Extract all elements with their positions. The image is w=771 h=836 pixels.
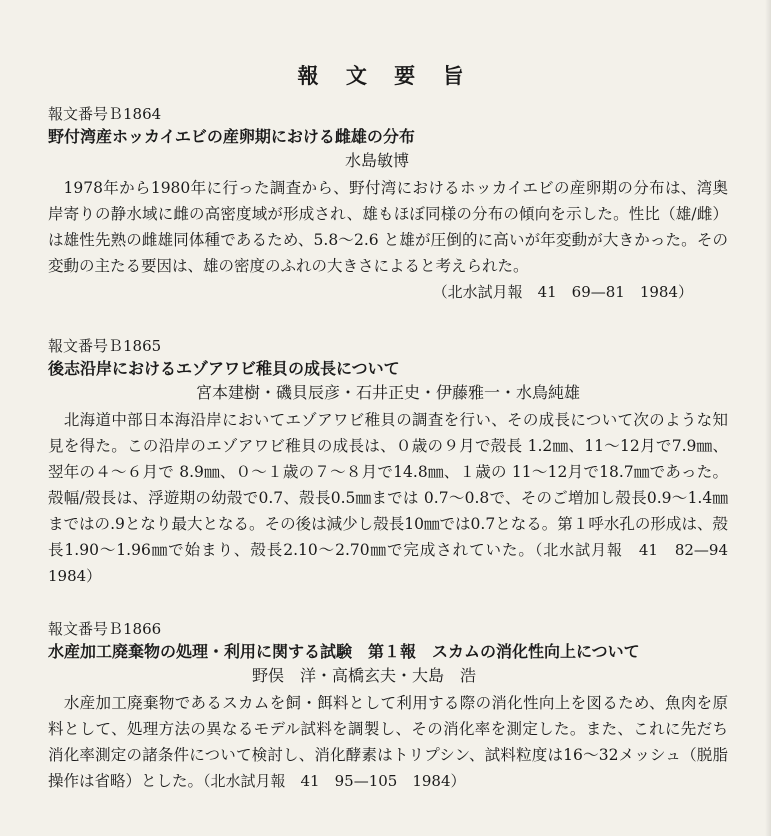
report-number: 報文番号Ｂ1866 [48, 620, 162, 638]
abstract-citation: （北水試月報 41 95—105 1984） [203, 772, 466, 790]
abstract-title: 後志沿岸におけるエゾアワビ稚貝の成長について [48, 359, 400, 378]
abstract-title: 野付湾産ホッカイエビの産卵期における雌雄の分布 [48, 127, 415, 146]
abstract-body-text: 北海道中部日本海沿岸においてエゾアワビ稚貝の調査を行い、その成長について次のような知見を得た。この沿岸のエゾアワビ稚貝の成長は、０歳の９月で殻長 1.2㎜、11〜12月で7.9㎜、翌年の４〜６月で 8.9㎜、０〜１歳の７〜８月で14.8㎜、１歳の 11〜12月で18.7㎜であった。殻幅/殻長は、浮遊期の幼殻で0.7、殻長0.5㎜までは 0.7〜0.8で、そのご増加し殻長0.9〜1.4㎜まではの.9となり最大となる。その後は減少し殻長10㎜では0.7となる。第１呼水孔の形成は、殻長1.90〜1.96㎜で始まり、殻長2.10〜2.70㎜で完成されていた。 [48, 411, 728, 559]
abstract-body [48, 690, 728, 794]
page-title: 報 文 要 旨 [297, 63, 474, 88]
abstract-body-text: 水産加工廃棄物であるスカムを飼・餌料として利用する際の消化性向上を図るため、魚肉を原料として、処理方法の異なるモデル試料を調製し、その消化率を測定した。また、これに先だち消化率測定の諸条件について検討し、消化酵素はトリプシン、試料粒度は16〜32メッシュ（脱脂操作は省略）とした。 [48, 694, 728, 790]
abstract-authors: 水島敏博 [345, 151, 410, 170]
page-edge-shadow [765, 0, 771, 836]
abstract-authors: 宮本建樹・磯貝辰彦・石井正史・伊藤雅一・水鳥純雄 [196, 383, 581, 402]
report-number: 報文番号Ｂ1864 [48, 105, 162, 123]
abstract-body-text: 1978年から1980年に行った調査から、野付湾におけるホッカイエビの産卵期の分布は、湾奥岸寄りの静水域に雌の高密度域が形成され、雄もほぼ同様の分布の傾向を示した。性比（雄/雌）は雄性先熟の雌雄同体種であるため、5.8〜2.6 と雄が圧倒的に高いが年変動が大きかった。その変動の主たる要因は、雄の密度のふれの大きさによると考えられた。 [48, 179, 728, 275]
abstract-b1864 [48, 103, 728, 305]
abstract-citation: （北水試月報 41 69—81 1984） [432, 283, 693, 301]
abstract-body [48, 175, 728, 279]
abstract-b1865 [48, 335, 744, 589]
abstract-citation: （北水試月報 41 82—94 1984） [48, 541, 744, 585]
abstract-b1866 [48, 618, 728, 794]
abstract-body [48, 407, 744, 589]
report-number: 報文番号Ｂ1865 [48, 337, 162, 355]
abstract-authors: 野俣 洋・高橋玄夫・大島 浩 [252, 666, 477, 685]
abstract-title: 水産加工廃棄物の処理・利用に関する試験 第１報 スカムの消化性向上について [48, 642, 640, 661]
